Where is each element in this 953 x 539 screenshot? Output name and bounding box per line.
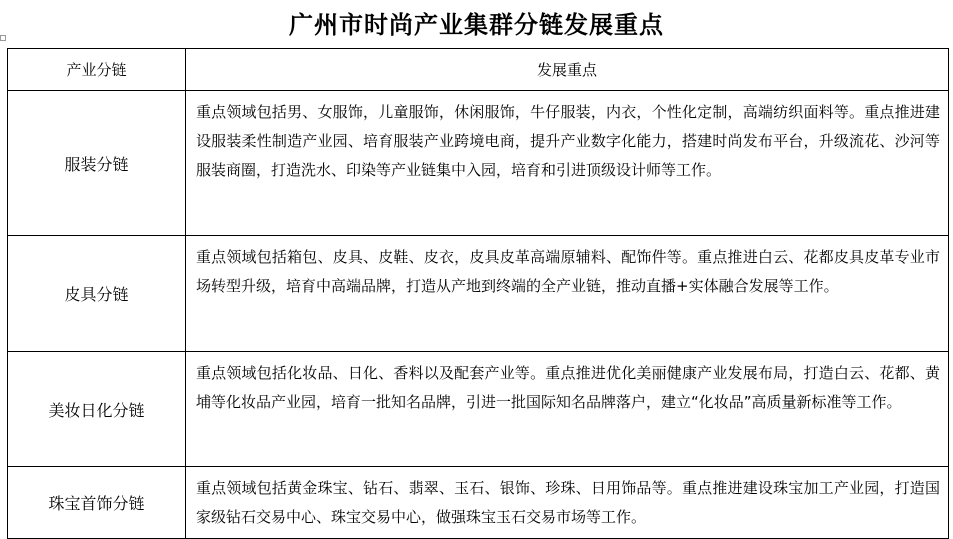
chain-name-cell: 皮具分链 [8,236,186,352]
table-row [8,352,949,467]
chain-focus-cell: 重点领域包括化妆品、日化、香料以及配套产业等。重点推进优化美丽健康产业发展布局，打造白云、花都、黄埔等化妆品产业园，培育一批知名品牌，引进一批国际知名品牌落户，建立“化妆品”高质量新标准等工作。 [186,352,949,467]
chain-name-cell: 美妆日化分链 [8,352,186,467]
document-title: 广州市时尚产业集群分链发展重点 [289,10,664,39]
table-row [8,467,949,539]
chain-focus-cell: 重点领域包括黄金珠宝、钻石、翡翠、玉石、银饰、珍珠、日用饰品等。重点推进建设珠宝加工产业园，打造国家级钻石交易中心、珠宝交易中心，做强珠宝玉石交易市场等工作。 [186,467,949,539]
table-header-row [8,49,949,91]
header-focus: 发展重点 [186,49,949,91]
chain-focus-cell: 重点领域包括箱包、皮具、皮鞋、皮衣，皮具皮革高端原辅料、配饰件等。重点推进白云、花都皮具皮革专业市场转型升级，培育中高端品牌，打造从产地到终端的全产业链，推动直播+实体融合发展等工作。 [186,236,949,352]
table-move-handle[interactable] [0,35,6,41]
header-chain: 产业分链 [8,49,186,91]
table-row [8,91,949,236]
chain-name-cell: 珠宝首饰分链 [8,467,186,539]
chain-name-cell: 服装分链 [8,91,186,236]
chain-focus-cell: 重点领域包括男、女服饰，儿童服饰，休闲服饰，牛仔服装，内衣，个性化定制，高端纺织面料等。重点推进建设服装柔性制造产业园、培育服装产业跨境电商，提升产业数字化能力，搭建时尚发布平台，升级流花、沙河等服装商圈，打造洗水、印染等产业链集中入园，培育和引进顶级设计师等工作。 [186,91,949,236]
table-row [8,236,949,352]
industry-chain-table [7,48,949,539]
